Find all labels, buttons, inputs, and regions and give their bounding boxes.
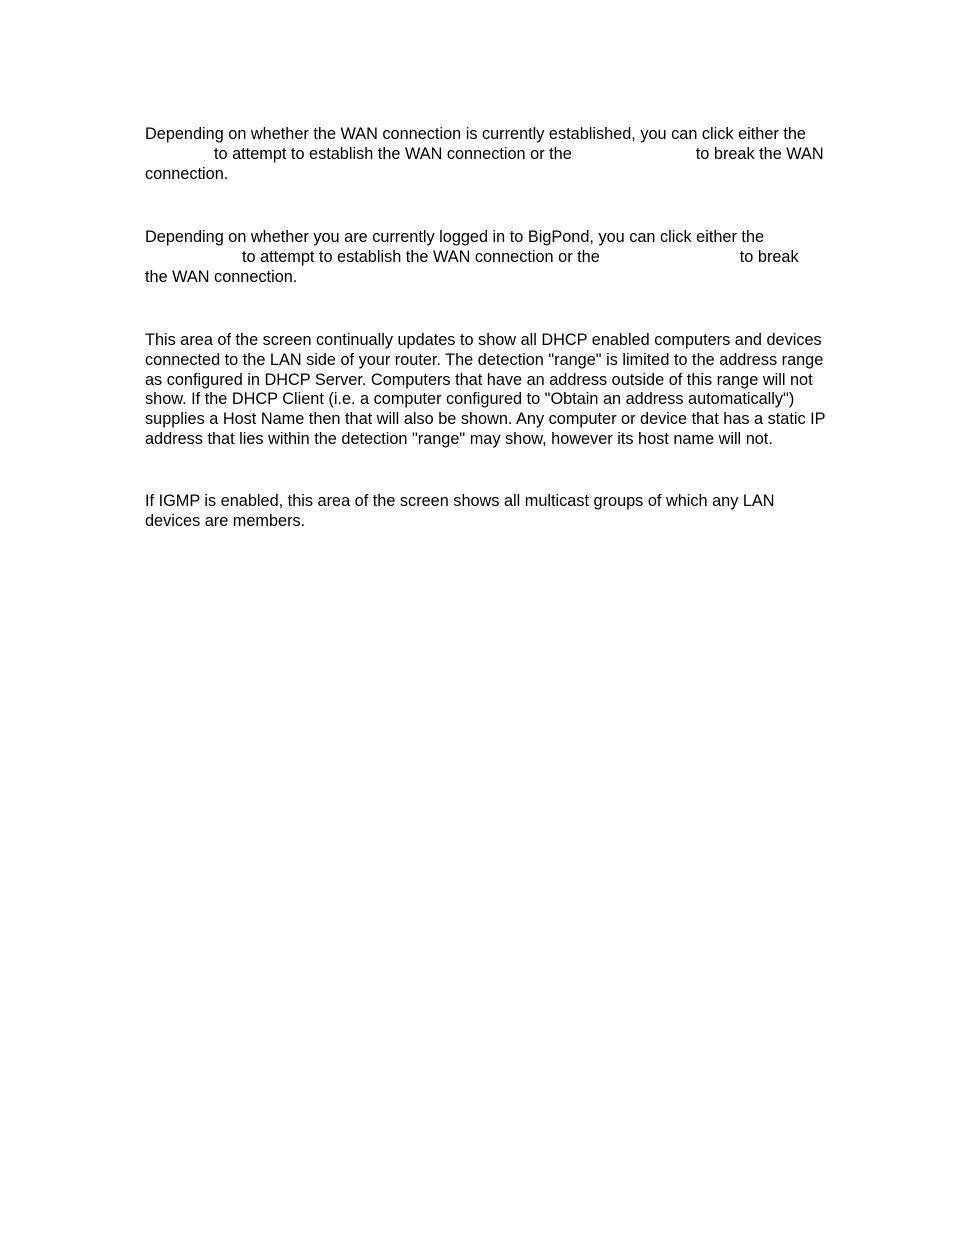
dhcp-line: address that lies within the detection "range" may show, however its host name will not. — [145, 429, 773, 448]
dhcp-line: show. If the DHCP Client (i.e. a computer configured to "Obtain an address automatically") — [145, 390, 795, 409]
bigpond-line-2-text-b: to break — [739, 247, 799, 266]
wan-line-2-text-b: to break the WAN — [695, 144, 824, 163]
bigpond-line-2-text-a: to attempt to establish the WAN connection or the — [242, 247, 600, 266]
bigpond-line-1: Depending on whether you are currently logged in to BigPond, you can click either the — [145, 228, 765, 246]
bigpond-paragraph — [145, 228, 875, 287]
igmp-paragraph — [145, 492, 875, 532]
bigpond-line-2 — [145, 248, 875, 268]
igmp-line: devices are members. — [145, 511, 306, 530]
wan-line-1: Depending on whether the WAN connection is currently established, you can click either the — [145, 125, 806, 143]
dhcp-clients-paragraph — [145, 331, 875, 450]
igmp-line: If IGMP is enabled, this area of the screen shows all multicast groups of which any LAN — [145, 492, 775, 510]
dhcp-line: This area of the screen continually updates to show all DHCP enabled computers and devices — [145, 331, 822, 349]
wan-connection-paragraph — [145, 125, 875, 184]
wan-line-3: connection. — [145, 164, 229, 183]
bigpond-line-3: the WAN connection. — [145, 267, 298, 286]
wan-line-2 — [145, 145, 875, 165]
dhcp-line: supplies a Host Name then that will also be shown. Any computer or device that has a static IP — [145, 410, 826, 429]
wan-line-2-text-a: to attempt to establish the WAN connection or the — [214, 144, 572, 163]
dhcp-line: as configured in DHCP Server. Computers that have an address outside of this range will not — [145, 370, 813, 389]
dhcp-line: connected to the LAN side of your router. The detection "range" is limited to the address range — [145, 350, 824, 369]
